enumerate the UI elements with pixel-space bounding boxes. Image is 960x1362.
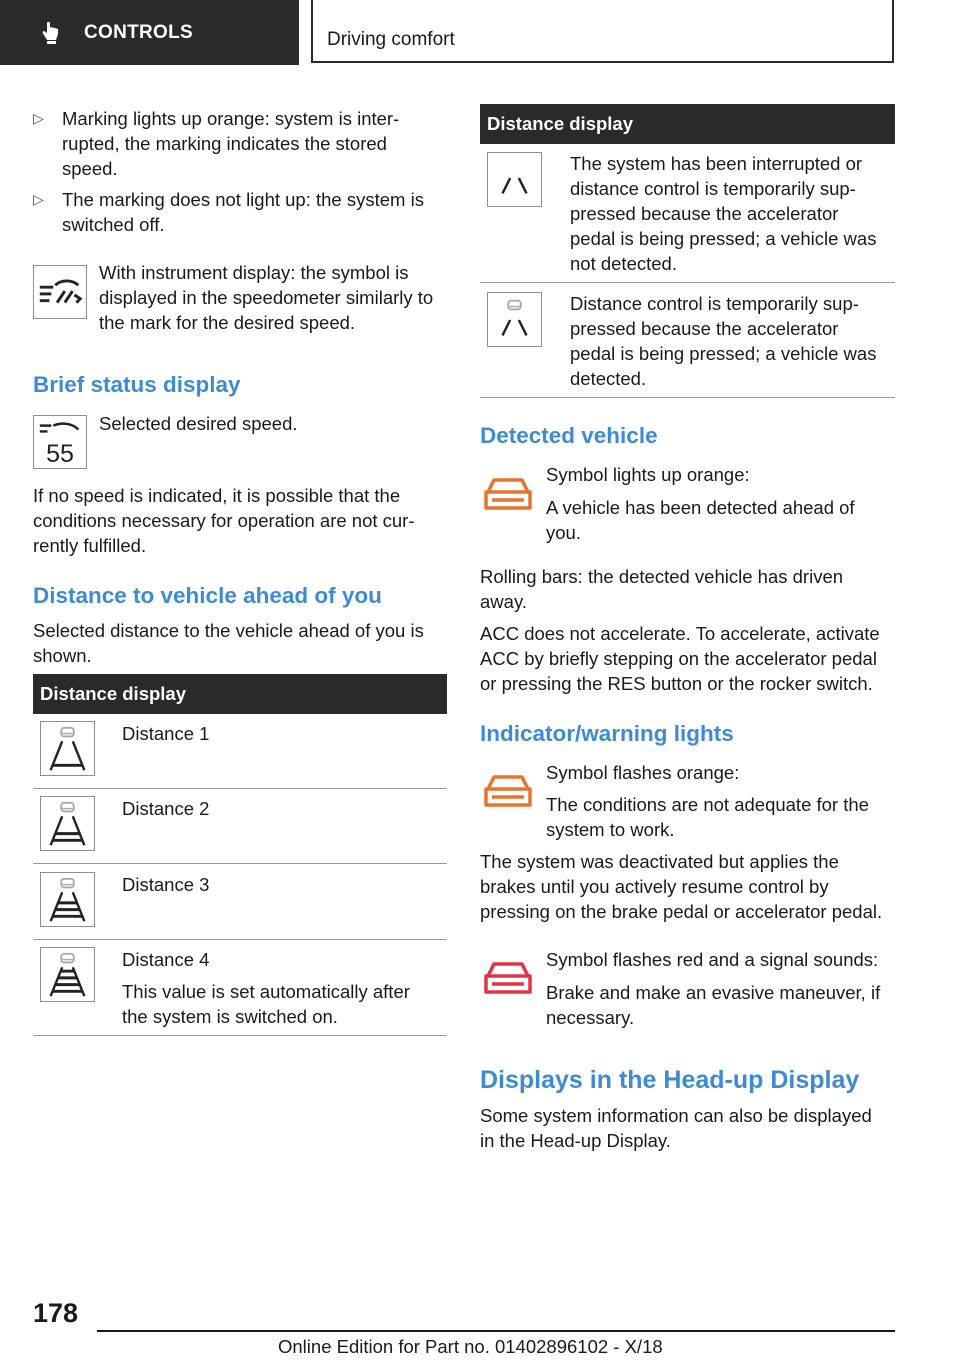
footer-edition: Online Edition for Part no. 01402896102 - X/18 xyxy=(278,1336,663,1357)
hud-text: Some system information can also be displayed in the Head-up Display. xyxy=(480,1105,872,1151)
speed-number: 55 xyxy=(46,440,74,468)
flash-red-line1: Symbol flashes red and a signal sounds: xyxy=(546,949,879,970)
flash-red-line2: Brake and make an evasive maneuver, if necessary. xyxy=(546,982,881,1028)
table-divider xyxy=(33,863,447,864)
footer-rule xyxy=(97,1330,895,1332)
list-item-text: Marking lights up orange: system is inter- rupted, the marking indicates the stored speed. xyxy=(62,108,400,179)
distance-3-icon xyxy=(40,872,95,927)
table-cell-text: The system has been interrupted or distance control is temporarily sup- pressed because the accelerator pedal is being pressed; a vehicle was not detected. xyxy=(570,153,877,274)
heading-detected-vehicle: Detected vehicle xyxy=(480,423,658,448)
subsection-title: Driving comfort xyxy=(327,29,455,50)
page-number: 178 xyxy=(33,1298,79,1328)
acc-speed-marker-icon xyxy=(33,265,87,319)
distance-1-icon xyxy=(40,721,95,776)
distance-4-icon xyxy=(40,947,95,1002)
orange-car-icon xyxy=(482,476,534,514)
instrument-display-text: With instrument display: the symbol is displayed in the speedometer similarly to the mark for the desired speed. xyxy=(99,262,434,333)
distance-2-icon xyxy=(40,796,95,851)
header-subsection xyxy=(311,0,894,63)
header-section-tab xyxy=(0,0,299,65)
heading-brief-status: Brief status display xyxy=(33,372,241,397)
table-divider xyxy=(33,939,447,940)
distance-text: Selected distance to the vehicle ahead of you is shown. xyxy=(33,620,424,666)
brief-status-text: Selected desired speed. xyxy=(99,413,298,434)
red-car-icon xyxy=(482,960,534,998)
deactivated-text: The system was deactivated but applies the brakes until you actively resume control by pressing on the brake pedal or accelerator pedal. xyxy=(480,851,883,922)
detected-line1: Symbol lights up orange: xyxy=(546,464,750,485)
table-cell-text: Distance 4 xyxy=(122,949,210,970)
heading-indicator-lights: Indicator/warning lights xyxy=(480,721,734,746)
flash-orange-line2: The conditions are not adequate for the system to work. xyxy=(546,794,869,840)
table-cell-text: Distance 2 xyxy=(122,798,210,819)
no-speed-text: If no speed is indicated, it is possible that the conditions necessary for operation are not cur- rently fulfilled. xyxy=(33,485,415,556)
acc-text: ACC does not accelerate. To accelerate, activate ACC by briefly stepping on the accelerator pedal or pressing the RES button or the rocker switch. xyxy=(480,623,880,694)
table-cell-text: Distance control is temporarily sup- pressed because the accelerator pedal is being pressed; a vehicle was detected. xyxy=(570,293,877,389)
heading-hud: Displays in the Head-up Display xyxy=(480,1066,860,1094)
table-header: Distance display xyxy=(33,674,447,714)
section-title: CONTROLS xyxy=(84,21,194,43)
heading-distance: Distance to vehicle ahead of you xyxy=(33,583,382,608)
table-cell-note: This value is set automatically after the system is switched on. xyxy=(122,981,410,1027)
desired-speed-icon xyxy=(33,415,87,469)
list-item-text: The marking does not light up: the system is switched off. xyxy=(62,189,424,235)
table-divider xyxy=(480,282,895,283)
hand-pointer-icon xyxy=(38,20,64,46)
distance-interrupted-icon xyxy=(487,152,542,207)
flash-orange-line1: Symbol flashes orange: xyxy=(546,762,740,783)
table-header: Distance display xyxy=(480,104,895,144)
triangle-bullet-icon: ▷ xyxy=(33,110,44,126)
detected-line2: A vehicle has been detected ahead of you. xyxy=(546,497,855,543)
table-divider xyxy=(33,788,447,789)
table-divider xyxy=(33,1035,447,1036)
orange-car-icon xyxy=(482,773,534,811)
table-cell-text: Distance 3 xyxy=(122,874,210,895)
table-cell-text: Distance 1 xyxy=(122,723,210,744)
rolling-bars-text: Rolling bars: the detected vehicle has driven away. xyxy=(480,566,844,612)
triangle-bullet-icon: ▷ xyxy=(33,191,44,207)
distance-suppressed-vehicle-icon xyxy=(487,292,542,347)
table-divider xyxy=(480,397,895,398)
